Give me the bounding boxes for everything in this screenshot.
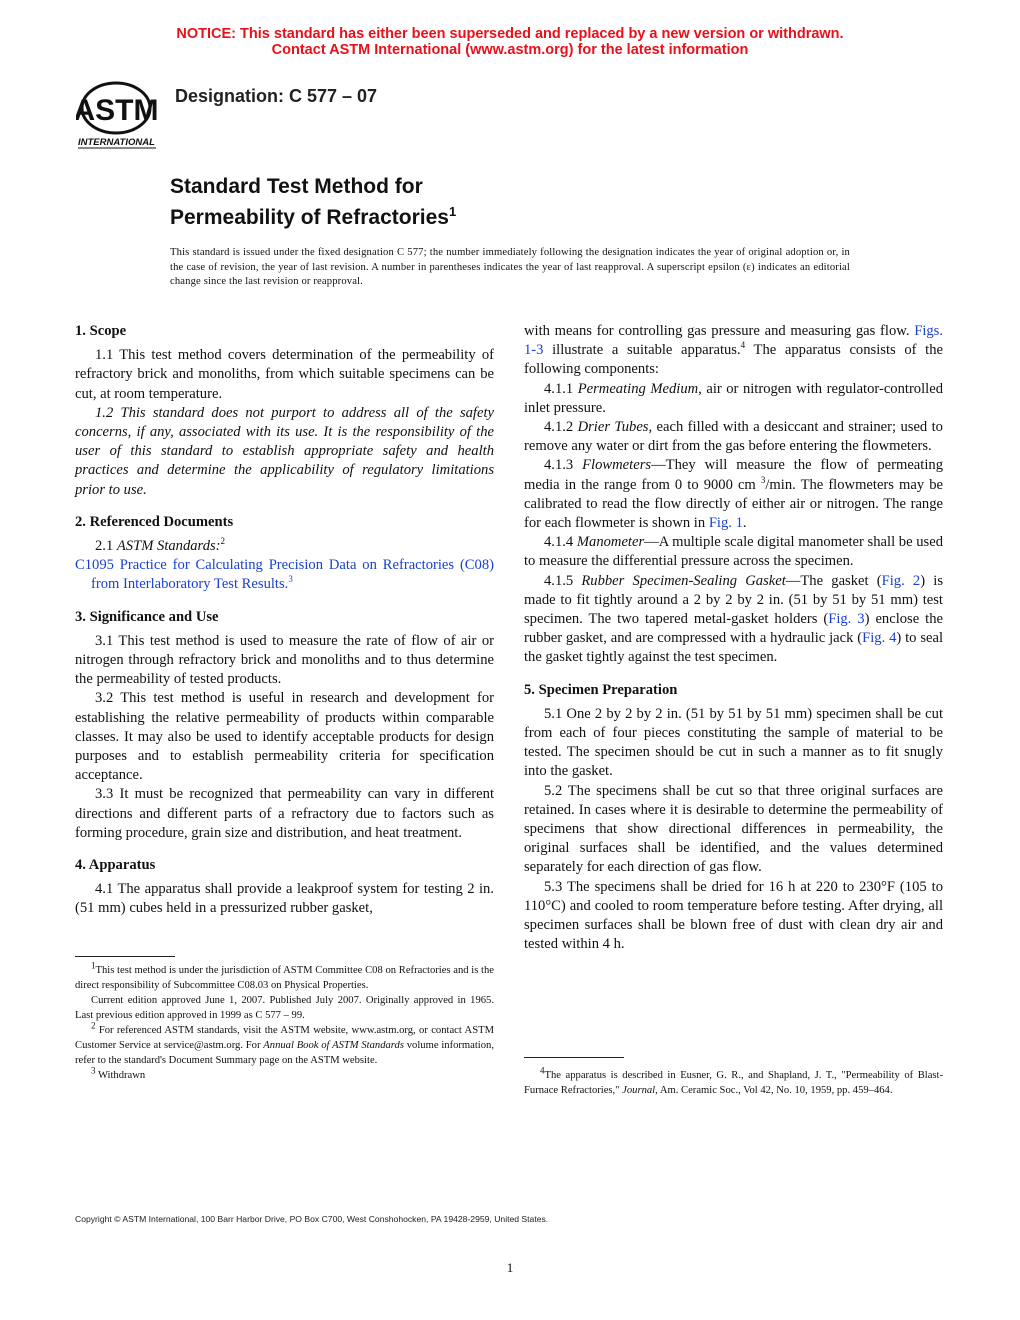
text-segment: For referenced ASTM standards, visit the ASTM website, www.astm.org, or contact ASTM Customer Service at service@astm.org. For: [75, 1025, 494, 1051]
astm-logo: [76, 78, 160, 150]
section-heading: 2. Referenced Documents: [75, 513, 234, 530]
reference-link[interactable]: Fig. 4: [862, 630, 897, 647]
footnote-ref: 3: [91, 1065, 96, 1076]
text-segment: illustrate a suitable apparatus.: [543, 342, 741, 359]
page-number: 1: [506, 1260, 514, 1275]
text-segment: volume information, refer to the standard's Document Summary page on the ASTM website.: [75, 1040, 494, 1066]
text-segment: 5.2 The specimens shall be cut so that three original surfaces are retained. In cases where it is desirable to determine the permeability of specimens that show directional differences in permeability, the original surfaces shall be identified, and the values determined separately for each direction of gas flow.: [524, 782, 943, 876]
text-segment: 4.1.4: [544, 534, 577, 551]
section-heading: 3. Significance and Use: [75, 608, 219, 625]
astm-logo-icon: [76, 78, 160, 150]
paragraph: [524, 533, 943, 571]
paragraph: [75, 404, 494, 500]
text-segment: air or nitrogen with regulator-controlled inlet pressure.: [524, 380, 943, 416]
text-segment: —The gasket (: [785, 572, 882, 589]
text-segment: ) enclose the rubber gasket, and are compressed with a hydraulic jack (: [524, 611, 943, 647]
text-segment: Rubber Specimen-Sealing Gasket: [581, 572, 786, 589]
text-segment: 5.1 One 2 by 2 by 2 in. (51 by 51 by 51 mm) specimen shall be cut from each of four pieces constituting the sample of material to be tested. The specimen should be cut in such a manner as to fit snugly into the gasket.: [524, 705, 943, 780]
text-segment: Withdrawn: [95, 1070, 146, 1081]
text-segment: 4.1.2: [544, 419, 578, 436]
designation: Designation: C 577 – 07: [175, 86, 378, 106]
footnote-ref: 4: [540, 1065, 545, 1076]
paragraph: [75, 537, 494, 556]
text-segment: 4.1.3: [544, 457, 583, 474]
reference-link[interactable]: Figs. 1-3: [524, 323, 943, 359]
footnotes-right: [524, 1065, 943, 1098]
footnote: [75, 993, 494, 1023]
footnote: [75, 960, 494, 993]
reference-link[interactable]: C1095 Practice for Calculating Precision Data on Refractories (C08) from Interlaboratory Test Results.: [75, 557, 494, 593]
paragraph: [75, 880, 494, 918]
paragraph: [524, 878, 943, 955]
issuance-statement: This standard is issued under the fixed designation C 577; the number immediately following the designation indicates the year of original adoption or, in the case of revision, the year of last revision. A number in parentheses indicates the year of last reapproval. A superscript epsilon (ε) indicates an editorial change since the last revision or reapproval.: [170, 247, 850, 288]
text-segment: 4.1.5: [544, 572, 582, 589]
left-column: [75, 322, 494, 919]
text-segment: 2.1: [95, 538, 117, 555]
document-title: [170, 174, 456, 230]
text-segment: Annual Book of ASTM Standards: [263, 1040, 404, 1051]
text-segment: 4.1.1: [544, 380, 578, 397]
paragraph: [524, 322, 943, 380]
text-segment: ) is made to fit tightly around a 2 by 2 by 2 in. (51 by 51 by 51 mm) test specimen. The two tapered metal-gasket holders (: [524, 572, 943, 628]
text-segment: with means for controlling gas pressure and measuring gas flow.: [524, 323, 915, 339]
footnote-ref: 2: [220, 536, 226, 547]
section-heading: 4. Apparatus: [75, 857, 156, 874]
notice-line-2: Contact ASTM International (www.astm.org) for the latest information: [271, 42, 749, 58]
text-segment: —They will measure the flow of permeating media in the range from 0 to 9000 cm: [524, 457, 943, 493]
paragraph: [75, 556, 494, 594]
text-segment: Manometer: [576, 534, 645, 551]
paragraph: [75, 785, 494, 843]
text-segment: Permeating Medium,: [577, 380, 702, 397]
paragraph: [75, 632, 494, 690]
text-segment: 3.2 This test method is useful in research and development for establishing the relative permeability of products within comparable classes. It may also be used to identify acceptable products for design purposes and to establish permeability criteria for specification acceptance.: [75, 690, 494, 784]
text-segment: 3.3 It must be recognized that permeability can vary in different directions and different parts of a refractory due to factors such as forming procedure, grain size and distribution, and heat treatment.: [75, 786, 494, 841]
title-footnote-ref: 1: [448, 204, 457, 219]
footnote: [75, 1065, 494, 1083]
footnote-ref: 4: [740, 340, 746, 351]
footnote-rule: [75, 956, 175, 957]
text-segment: , Am. Ceramic Soc., Vol 42, No. 10, 1959, pp. 459–464.: [655, 1085, 893, 1096]
text-segment: ) to seal the gasket tightly against the test specimen.: [524, 630, 944, 666]
reference-link[interactable]: Fig. 2: [881, 572, 921, 589]
paragraph: [75, 346, 494, 404]
copyright: Copyright © ASTM International, 100 Barr Harbor Drive, PO Box C700, West Conshohocken, PA 19428-2959, United States.: [75, 1214, 549, 1224]
footnote: [524, 1065, 943, 1098]
text-segment: Current edition approved June 1, 2007. Published July 2007. Originally approved in 1965. Last previous edition approved in 1999 as C 577 – 99.: [75, 995, 494, 1021]
text-segment: The apparatus consists of the following components:: [524, 342, 943, 378]
text-segment: /min. The flowmeters may be calibrated to read the flow directly of either air or nitrogen. The range for each flowmeter is shown in: [524, 476, 943, 532]
text-segment: ASTM Standards:: [116, 538, 221, 555]
text-segment: Journal: [622, 1085, 656, 1096]
text-segment: 5.3 The specimens shall be dried for 16 h at 220 to 230°F (105 to 110°C) and cooled to room temperature before testing. After drying, all specimen surfaces shall be blown free of dust with clean dry air and tested within 4 h.: [524, 878, 943, 953]
text-segment: —A multiple scale digital manometer shall be used to measure the differential pressure across the specimen.: [524, 534, 943, 570]
title-line-1: Standard Test Method for: [170, 175, 423, 198]
text-segment: .: [742, 515, 747, 532]
svg-text:ASTM: ASTM: [76, 94, 159, 127]
svg-text:INTERNATIONAL: INTERNATIONAL: [78, 137, 155, 148]
notice-line-1: NOTICE: This standard has either been superseded and replaced by a new version or withdrawn.: [176, 26, 844, 42]
title-text: Permeability of Refractories: [170, 206, 449, 229]
text-segment: 1.1 This test method covers determination of the permeability of refractory brick and monoliths, from which suitable specimens can be cut, at room temperature.: [75, 347, 494, 402]
footnote: [75, 1020, 494, 1068]
text-segment: Flowmeters: [582, 457, 652, 474]
section-heading: 5. Specimen Preparation: [524, 681, 678, 698]
paragraph: [75, 689, 494, 785]
reference-link[interactable]: Fig. 3: [828, 611, 865, 628]
footnote-ref: 2: [91, 1020, 96, 1031]
title-line-2: [170, 199, 456, 230]
reference-link[interactable]: 3: [288, 574, 293, 585]
right-column: [524, 322, 943, 955]
text-segment: This test method is under the jurisdiction of ASTM Committee C08 on Refractories and is the direct responsibility of Subcommittee C08.03 on Physical Properties.: [75, 965, 494, 991]
footnote-ref: 3: [760, 474, 766, 485]
text-segment: each filled with a desiccant and strainer; used to remove any water or dirt from the gas before entering the flowmeters.: [524, 419, 943, 455]
text-segment: The apparatus is described in Eusner, G. R., and Shapland, J. T., "Permeability of Blast-Furnace Refractories,": [524, 1070, 943, 1096]
section-heading: 1. Scope: [75, 323, 127, 339]
reference-link[interactable]: Fig. 1: [708, 515, 743, 532]
paragraph: [524, 380, 943, 418]
footnotes-left: [75, 960, 494, 1083]
paragraph: [524, 782, 943, 878]
text-segment: 3.1 This test method is used to measure the rate of flow of air or nitrogen through refractory brick and monoliths and to thus determine the permeability of tested products.: [75, 632, 494, 688]
paragraph: [524, 456, 943, 533]
text-segment: 1.2 This standard does not purport to address all of the safety concerns, if any, associated with its use. It is the responsibility of the user of this standard to establish appropriate safety and health practices and determine the applicability of regulatory limitations prior to use.: [75, 404, 494, 498]
text-segment: 4.1 The apparatus shall provide a leakproof system for testing 2 in. (51 mm) cubes held in a pressurized rubber gasket,: [75, 881, 494, 917]
paragraph: [524, 418, 943, 456]
footnote-rule: [524, 1057, 624, 1058]
footnote-ref: 1: [91, 960, 96, 971]
text-segment: Drier Tubes,: [577, 419, 653, 436]
paragraph: [524, 705, 943, 782]
superseded-notice: [0, 26, 1020, 58]
paragraph: [524, 572, 943, 668]
